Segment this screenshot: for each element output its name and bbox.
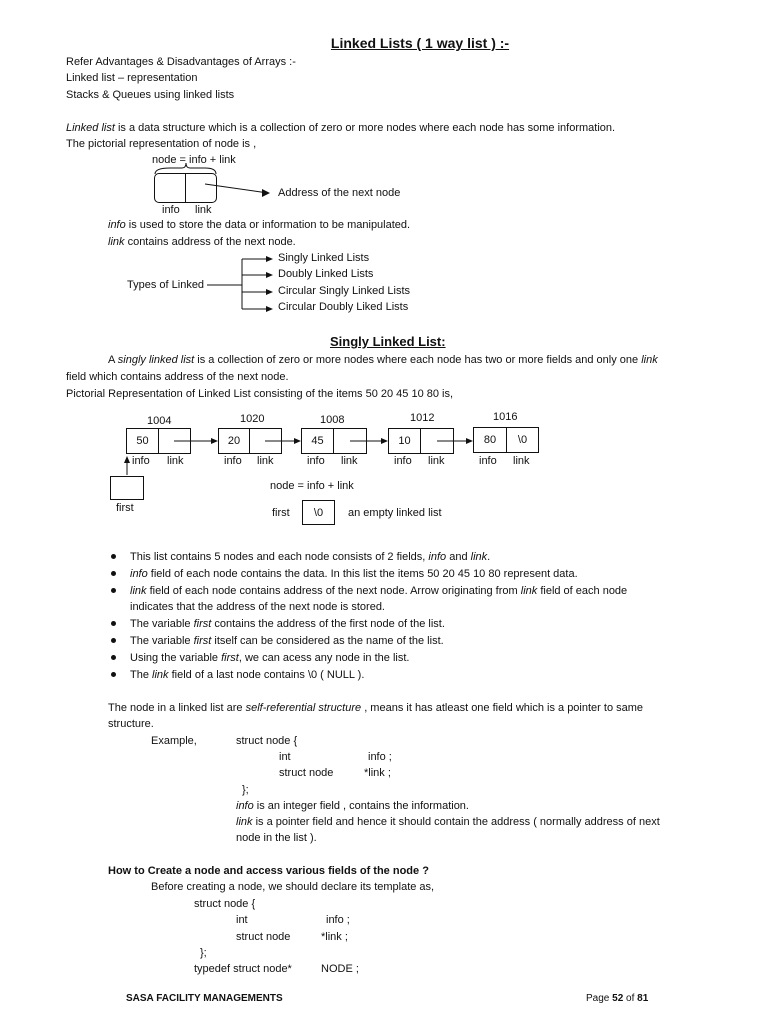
node-equation: node = info + link (152, 154, 236, 166)
bullet-dot (111, 621, 116, 626)
code-line: typedef struct node* (194, 963, 292, 975)
node-address: 1004 (147, 415, 172, 427)
field-link-label: link (428, 455, 445, 467)
node-info-label: info (162, 204, 180, 216)
bullet-item: Using the variable first, we can acess any node in the list. (130, 652, 410, 664)
empty-list-desc: an empty linked list (348, 507, 442, 519)
code-field: NODE ; (321, 963, 359, 975)
field-info-label: info (394, 455, 412, 467)
code-field: info ; (368, 751, 392, 763)
bullet-item: This list contains 5 nodes and each node consists of 2 fields, info and link. (130, 551, 491, 563)
bullet-dot (111, 588, 116, 593)
node-address: 1020 (240, 413, 265, 425)
howto-intro: Before creating a node, we should declare its template as, (151, 881, 435, 893)
bullet-item-continuation: indicates that the address of the next node is stored. (130, 601, 385, 613)
singly-paragraph-line-1: A singly linked list is a collection of zero or more nodes where each node has two or more fields and only one link (108, 354, 658, 366)
type-item: Circular Doubly Liked Lists (278, 301, 409, 313)
definition-text: is a data structure which is a collection of zero or more nodes where each node has some information. (114, 122, 616, 134)
info-note: info is an integer field , contains the information. (236, 800, 469, 812)
bullet-dot (111, 672, 116, 677)
link-note-continuation: node in the list ). (236, 832, 317, 844)
field-link-label: link (167, 455, 184, 467)
first-pointer-box (110, 476, 144, 500)
intro-line-1: Refer Advantages & Disadvantages of Arrays :- (66, 56, 296, 68)
footer-page-number: Page 52 of 81 (586, 993, 649, 1004)
code-line: }; (200, 947, 207, 959)
code-line: }; (242, 784, 249, 796)
node-link-label: link (195, 204, 212, 216)
code-line: struct node { (236, 735, 298, 747)
code-field: info ; (326, 914, 350, 926)
node-info-cell: 20 (218, 428, 250, 454)
bullet-item: link field of each node contains address of the next node. Arrow originating from link field of each node (130, 585, 628, 597)
code-line: struct node { (194, 898, 256, 910)
bullet-dot (111, 655, 116, 660)
definition-term: Linked list (66, 122, 115, 134)
intro-line-2: Linked list – representation (66, 72, 198, 84)
singly-paragraph-line-2: field which contains address of the next node. (66, 371, 289, 383)
node-equation-2: node = info + link (270, 480, 354, 492)
node-info-cell: 45 (301, 428, 334, 454)
node-address: 1016 (493, 411, 518, 423)
code-field: *link ; (321, 931, 348, 943)
code-keyword: struct node (236, 931, 291, 943)
code-field: *link ; (364, 767, 391, 779)
footer-company: SASA FACILITY MANAGEMENTS (126, 993, 283, 1004)
link-description: link contains address of the next node. (108, 236, 296, 248)
node-info-cell: 80 (473, 427, 507, 453)
node-info-cell: 50 (126, 428, 159, 454)
selfref-line-1: The node in a linked list are self-referential structure , means it has atleast one field which is a pointer to same (108, 702, 644, 714)
field-info-label: info (479, 455, 497, 467)
types-label: Types of Linked (127, 279, 205, 291)
bullet-item: The variable first itself can be considered as the name of the list. (130, 635, 444, 647)
node-info-cell: 10 (388, 428, 421, 454)
field-link-label: link (341, 455, 358, 467)
code-keyword: struct node (279, 767, 334, 779)
pictorial-list-intro: Pictorial Representation of Linked List consisting of the items 50 20 45 10 80 is, (66, 388, 454, 400)
pictorial-intro: The pictorial representation of node is , (66, 138, 257, 150)
bullet-item: info field of each node contains the data. In this list the items 50 20 45 10 80 represent data. (130, 568, 578, 580)
field-info-label: info (307, 455, 325, 467)
field-link-label: link (513, 455, 530, 467)
bullet-item: The variable first contains the address of the first node of the list. (130, 618, 445, 630)
intro-line-3: Stacks & Queues using linked lists (66, 89, 235, 101)
type-item: Doubly Linked Lists (278, 268, 374, 280)
bullet-dot (111, 638, 116, 643)
node-address: 1008 (320, 414, 345, 426)
type-item: Singly Linked Lists (278, 252, 370, 264)
empty-first-label: first (272, 507, 290, 519)
page-title: Linked Lists ( 1 way list ) :- (330, 35, 510, 51)
singly-heading: Singly Linked List: (330, 334, 446, 349)
link-note: link is a pointer field and hence it should contain the address ( normally address of next (236, 816, 660, 828)
bullet-item: The link field of a last node contains \0 ( NULL ). (130, 669, 365, 681)
bullet-dot (111, 554, 116, 559)
example-label: Example, (151, 735, 197, 747)
empty-list-cell: \0 (302, 500, 335, 525)
code-keyword: int (236, 914, 248, 926)
info-description: info is used to store the data or information to be manipulated. (108, 219, 411, 231)
address-next-label: Address of the next node (278, 187, 401, 199)
howto-heading: How to Create a node and access various fields of the node ? (108, 865, 429, 877)
node-address: 1012 (410, 412, 435, 424)
field-info-label: info (224, 455, 242, 467)
field-link-label: link (257, 455, 274, 467)
first-label: first (116, 502, 134, 514)
bullet-dot (111, 571, 116, 576)
selfref-line-2: structure. (108, 718, 154, 730)
node-link-cell: \0 (506, 427, 539, 453)
code-keyword: int (279, 751, 291, 763)
type-item: Circular Singly Linked Lists (278, 285, 411, 297)
field-info-label: info (132, 455, 150, 467)
